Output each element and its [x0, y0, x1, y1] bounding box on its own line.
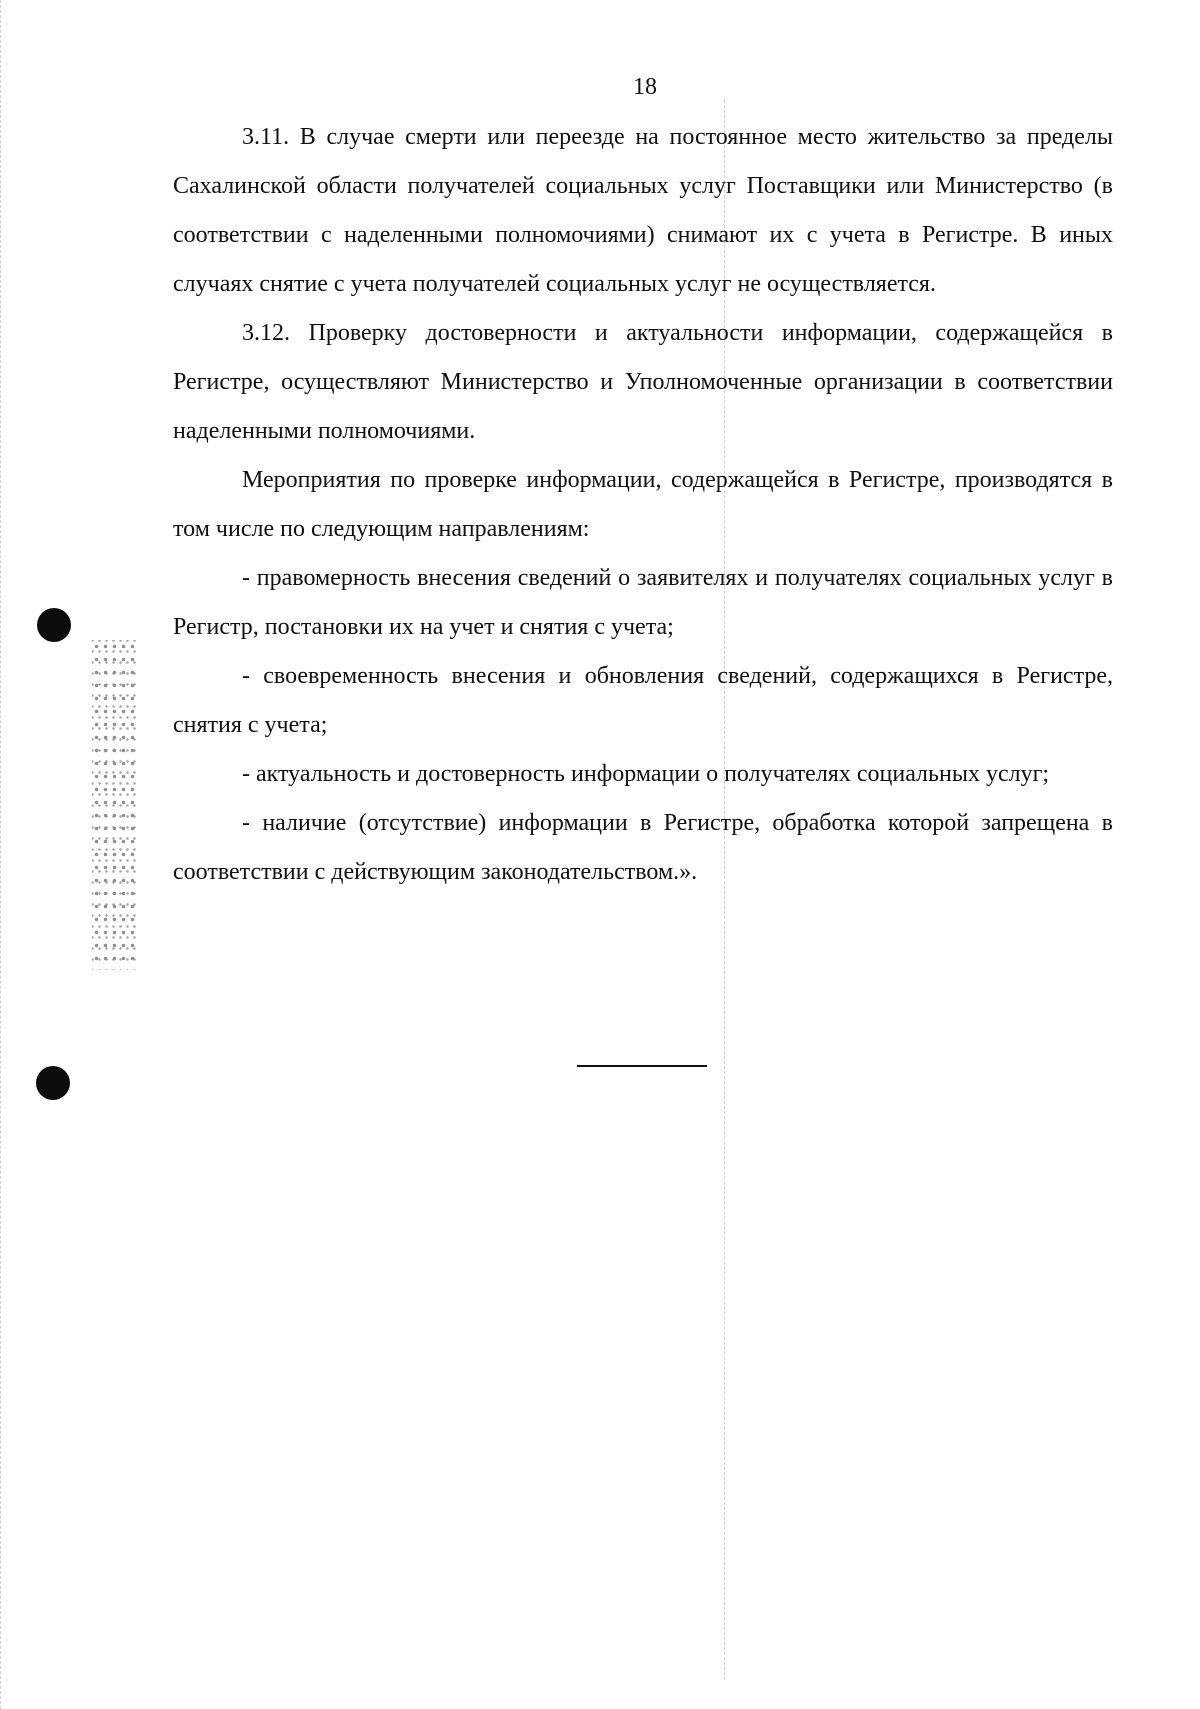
- end-separator-line: [577, 1065, 707, 1067]
- scan-edge-line: [0, 0, 1, 1709]
- paragraph-3-12: 3.12. Проверку достоверности и актуальности информации, содержащейся в Регистре, осуществляют Министерство и Уполномоченные организации в соответствии наделенными полномочиями.: [173, 320, 1113, 444]
- list-item-prohibited-info: - наличие (отсутствие) информации в Регистре, обработка которой запрещена в соответствии с действующим законодательством.».: [173, 810, 1113, 885]
- page-number: 18: [633, 74, 657, 100]
- list-item-timeliness: - своевременность внесения и обновления сведений, содержащихся в Регистре, снятия с учета;: [173, 663, 1113, 738]
- paragraph-verification-intro: Мероприятия по проверке информации, содержащейся в Регистре, производятся в том числе по следующим направлениям:: [173, 467, 1113, 542]
- document-body: [173, 113, 1113, 897]
- punch-hole-mark-top: [37, 608, 71, 642]
- punch-hole-mark-bottom: [36, 1066, 70, 1100]
- list-item-accuracy: - актуальность и достоверность информации о получателях социальных услуг;: [242, 761, 1050, 787]
- list-item-lawfulness: - правомерность внесения сведений о заявителях и получателях социальных услуг в Регистр, постановки их на учет и снятия с учета;: [173, 565, 1113, 640]
- paragraph-3-11: 3.11. В случае смерти или переезде на постоянное место жительство за пределы Сахалинской области получателей социальных услуг Поставщики или Министерство (в соответствии с наделенными полномочиями) снимают их с учета в Регистре. В иных случаях снятие с учета получателей социальных услуг не осуществляется.: [173, 124, 1113, 297]
- scan-specks: [92, 640, 136, 970]
